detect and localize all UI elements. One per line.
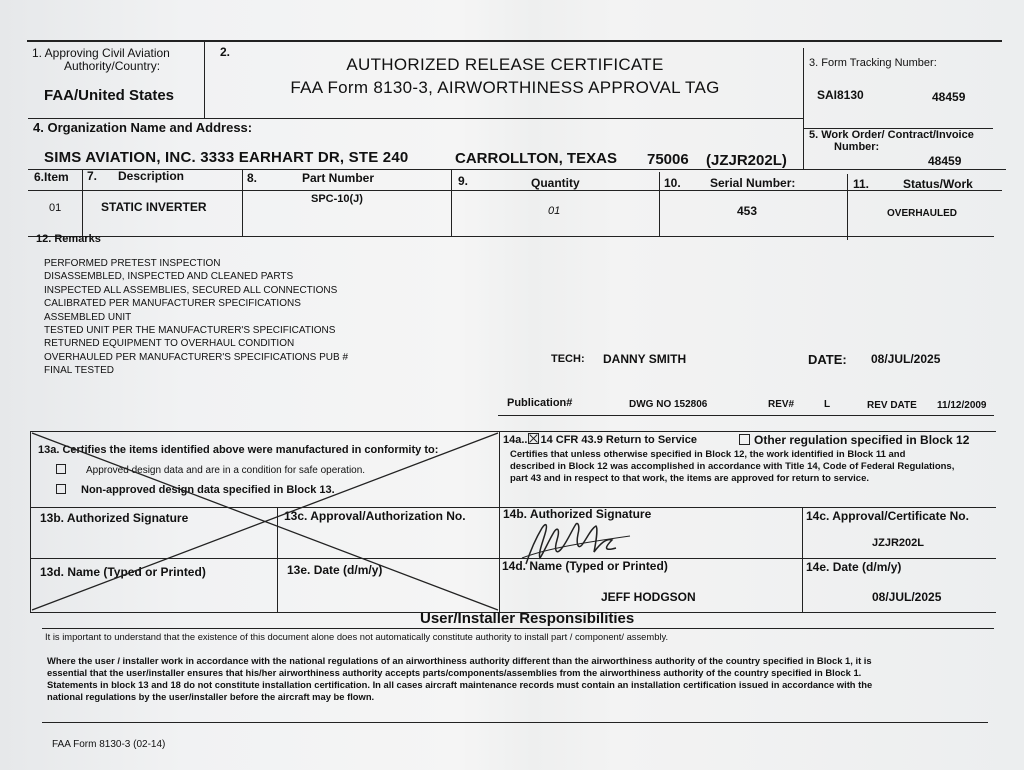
remarks-line: OVERHAULED PER MANUFACTURER'S SPECIFICATIONS PUB # — [44, 351, 348, 363]
remarks-date-label: DATE: — [808, 352, 847, 367]
block4-label: 4. Organization Name and Address: — [33, 120, 253, 135]
block3-label: 3. Form Tracking Number: — [809, 57, 937, 69]
block14a-header — [503, 433, 697, 446]
item-description: STATIC INVERTER — [101, 200, 207, 214]
form-id-footer: FAA Form 8130-3 (02-14) — [52, 739, 166, 750]
desc-col-divider — [242, 169, 243, 236]
publication-number: DWG NO 152806 — [629, 399, 708, 410]
block13a-option-nonapproved-text: Non-approved design data specified in Block 13. — [81, 484, 335, 496]
serial-header-num: 10. — [664, 176, 681, 190]
block14a-option-cfr: 14 CFR 43.9 Return to Service — [540, 434, 697, 446]
authorized-date: 08/JUL/2025 — [872, 590, 942, 604]
block1-label-2: Authority/Country: — [64, 59, 161, 73]
block13c-label: 13c. Approval/Authorization No. — [284, 509, 466, 523]
rev-label: REV# — [768, 399, 795, 410]
item-part-number: SPC-10(J) — [311, 193, 363, 205]
tech-name: DANNY SMITH — [603, 352, 687, 366]
block14e-label: 14e. Date (d/m/y) — [806, 560, 902, 574]
block14a-option-other-text: Other regulation specified in Block 12 — [754, 433, 970, 447]
block13e-label: 13e. Date (d/m/y) — [287, 563, 383, 577]
block14c-label: 14c. Approval/Certificate No. — [806, 509, 969, 523]
publication-label: Publication# — [507, 397, 573, 409]
block14a-prefix: 14a.. — [503, 434, 528, 446]
status-header-num: 11. — [853, 177, 870, 191]
remarks-line: FINAL TESTED — [44, 365, 115, 377]
form-tracking-number: 48459 — [932, 90, 966, 104]
remarks-list — [44, 257, 348, 378]
responsibilities-line: Where the user / installer work in accordance with the national regulations of an airworthiness authority different than the airworthiness authority of the country specified in Block 1, it is — [47, 655, 872, 666]
part-number-header-num: 8. — [247, 171, 258, 185]
block14-inner-divider — [802, 507, 803, 612]
signature-stroke — [522, 536, 630, 558]
approval-certificate-number: JZJR202L — [872, 537, 924, 549]
item-number: 01 — [49, 202, 62, 214]
item-col-divider — [82, 169, 83, 236]
item-header: 6.Item — [34, 170, 69, 184]
remarks-line: DISASSEMBLED, INSPECTED AND CLEANED PARTS — [44, 271, 294, 283]
block14a-statement-line: part 43 and in respect to that work, the items are approved for return to service. — [510, 473, 869, 484]
block5-label: 5. Work Order/ Contract/Invoice — [809, 129, 974, 141]
form-title: AUTHORIZED RELEASE CERTIFICATE — [346, 55, 664, 74]
block14b-label: 14b. Authorized Signature — [503, 507, 652, 521]
responsibilities-notice: It is important to understand that the existence of this document alone does not automatically constitute authority to install part / component/ assembly. — [45, 631, 669, 642]
tech-label: TECH: — [551, 353, 585, 365]
organization-code: (JZJR202L) — [706, 152, 787, 169]
sn-col-divider — [847, 174, 848, 240]
pn-col-divider — [451, 169, 452, 236]
remarks-line: RETURNED EQUIPMENT TO OVERHAUL CONDITION — [44, 338, 295, 350]
remarks-line: CALIBRATED PER MANUFACTURER SPECIFICATIONS — [44, 298, 301, 310]
description-header-num: 7. — [87, 169, 98, 183]
block13b-label: 13b. Authorized Signature — [40, 511, 189, 525]
rev-date-label: REV DATE — [867, 400, 917, 411]
remarks-line: TESTED UNIT PER THE MANUFACTURER'S SPECIFICATIONS — [44, 325, 336, 337]
form-top-border — [27, 40, 1002, 42]
signature-stroke — [526, 523, 616, 564]
approving-authority: FAA/United States — [44, 87, 175, 104]
organization-zip: 75006 — [647, 151, 689, 168]
responsibilities-line: essential that the user/installer ensures that his/her airworthiness authority accepts parts/components/assemblies from the airworthiness authority of the country specified in Block 1. — [47, 667, 862, 678]
rev-date-value: 11/12/2009 — [937, 400, 987, 411]
responsibilities-line: Statements in block 13 and 18 do not constitute installation certification. In all cases aircraft maintenance records must contain an installation certification issued in accordance with the — [47, 679, 873, 690]
checked-box-icon — [528, 433, 539, 444]
authorized-name: JEFF HODGSON — [601, 590, 696, 604]
responsibilities-line: national regulations by the user/installer before the aircraft may be flown. — [47, 691, 375, 702]
block5-label-2: Number: — [834, 141, 880, 153]
remarks-date: 08/JUL/2025 — [871, 352, 941, 366]
form-subtitle: FAA Form 8130-3, AIRWORTHINESS APPROVAL TAG — [290, 78, 720, 97]
block14a-statement-line: Certifies that unless otherwise specified in Block 12, the work identified in Block 11 and — [510, 449, 906, 460]
block2-number: 2. — [220, 45, 231, 59]
block14a-option-other — [739, 433, 969, 447]
checkbox-icon — [739, 434, 750, 445]
form-tracking-prefix: SAI8130 — [817, 88, 864, 102]
footer-rule — [42, 722, 988, 723]
responsibilities-paragraph — [47, 655, 872, 703]
responsibilities-rule — [42, 628, 994, 629]
status-header: Status/Work — [903, 177, 973, 191]
remarks-line: ASSEMBLED UNIT — [44, 311, 132, 323]
remarks-label: 12. Remarks — [36, 233, 101, 245]
rev-value: L — [824, 399, 831, 410]
remarks-line: PERFORMED PRETEST INSPECTION — [44, 258, 221, 269]
organization-name: SIMS AVIATION, INC. 3333 EARHART DR, STE 240 — [44, 149, 409, 166]
items-row-bottom — [28, 236, 994, 237]
quantity-header: Quantity — [531, 176, 580, 190]
organization-city: CARROLLTON, TEXAS — [455, 150, 617, 167]
block14a-statement-line: described in Block 12 was accomplished in accordance with Title 14, Code of Federal Regulations, — [510, 461, 955, 472]
item-status: OVERHAULED — [887, 208, 958, 219]
item-quantity: 01 — [548, 205, 561, 217]
remarks-bottom-right — [498, 415, 994, 416]
block14d-label: 14d. Name (Typed or Printed) — [502, 559, 668, 573]
block13a-label: 13a. Certifies the items identified above were manufactured in conformity to: — [38, 444, 439, 456]
remarks-line: INSPECTED ALL ASSEMBLIES, SECURED ALL CONNECTIONS — [44, 284, 338, 296]
qty-col-divider — [659, 172, 660, 236]
block1-label: 1. Approving Civil Aviation — [32, 46, 170, 60]
work-order-number: 48459 — [928, 154, 962, 168]
block13d-label: 13d. Name (Typed or Printed) — [40, 565, 206, 579]
part-number-header: Part Number — [302, 171, 375, 185]
header-row-bottom — [28, 118, 803, 119]
responsibilities-title: User/Installer Responsibilities — [420, 610, 635, 627]
block13a-option-approved-text: Approved design data and are in a condition for safe operation. — [86, 465, 366, 476]
block13-crossout — [30, 431, 500, 612]
item-serial-number: 453 — [737, 204, 758, 218]
block14a-statement — [510, 449, 954, 485]
description-header: Description — [118, 169, 185, 183]
quantity-header-num: 9. — [458, 174, 469, 188]
serial-header: Serial Number: — [710, 176, 796, 190]
